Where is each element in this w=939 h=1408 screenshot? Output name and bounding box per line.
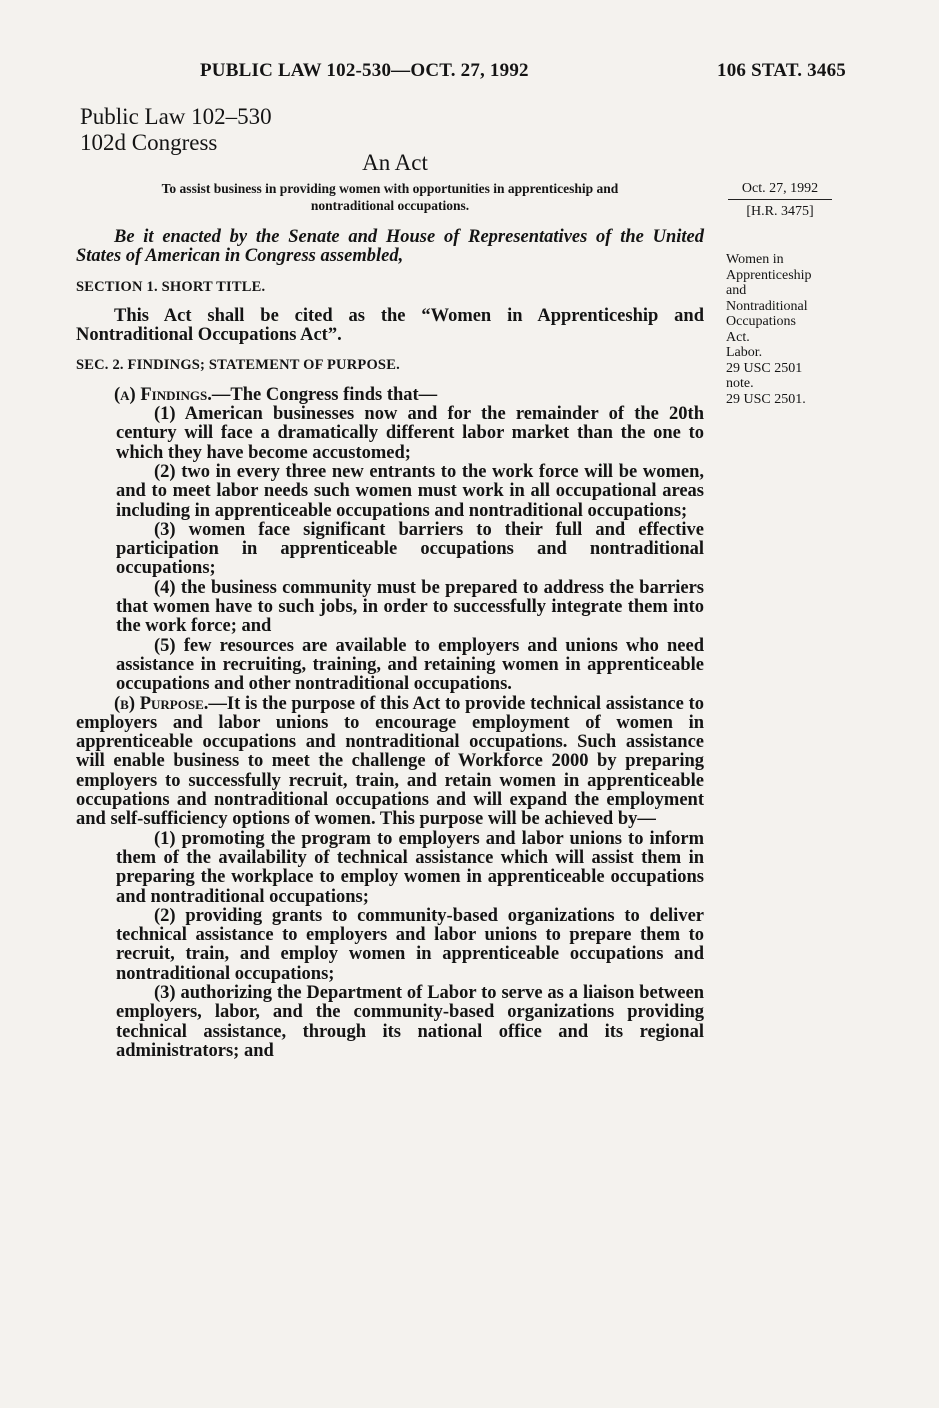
enactment-date-box [728, 181, 832, 220]
law-identifier [80, 104, 272, 156]
margin-note: Occupations [726, 314, 796, 329]
margin-note: note. [726, 376, 754, 391]
finding-item [76, 579, 704, 637]
purpose-item [76, 830, 704, 907]
findings-intro-text: —The Congress finds that— [211, 384, 438, 405]
act-title: An Act [362, 150, 428, 175]
finding-item [76, 405, 704, 463]
margin-note: Women in [726, 252, 784, 267]
finding-item [76, 521, 704, 579]
margin-note: Nontraditional [726, 298, 808, 314]
enactment-date: Oct. 27, 1992 [728, 181, 832, 200]
section-1-text: This Act shall be cited as the “Women in Apprenticeship and Nontraditional Occupations Act”. [76, 305, 704, 346]
congress-number: 102d Congress [80, 130, 218, 155]
purpose-paragraph [76, 695, 704, 830]
finding-text: (2) two in every three new entrants to the work force will be women, and to meet labor needs such women must work in all occupational areas including in apprenticeable occupations and nontraditional occupations; [116, 461, 704, 521]
purpose-item [76, 984, 704, 1061]
purpose-text: —It is the purpose of this Act to provide technical assistance to employers and labor unions to encourage employment of women in apprenticeable occupations and nontraditional occupations. Such assistance will enable business to meet the challenge of Workforce 2000 by preparing employers to successfully recruit, train, and retain women in apprenticeable occupations and nontraditional occupations and will expand the employment and self-sufficiency options of women. This purpose will be achieved by— [76, 693, 704, 830]
margin-note: 29 USC 2501. [726, 391, 806, 407]
purpose-label: (b) Purpose. [114, 693, 209, 714]
finding-text: (5) few resources are available to employers and unions who need assistance in recruiting, training, and retaining women in apprenticeable occupations and other nontraditional occupations. [116, 635, 704, 695]
act-body [76, 228, 704, 1061]
finding-text: (4) the business community must be prepared to address the barriers that women have to such jobs, in order to successfully integrate them into the work force; and [116, 577, 704, 637]
margin-note: 29 USC 2501 [726, 360, 803, 376]
act-purpose-line-2: nontraditional occupations. [310, 198, 470, 213]
margin-note: Labor. [726, 345, 763, 360]
act-purpose [88, 180, 692, 214]
finding-text: (1) American businesses now and for the remainder of the 20th century will face a dramatically different labor market than the one to which they have become accustomed; [116, 404, 704, 463]
margin-notes [726, 252, 876, 407]
finding-item [76, 637, 704, 695]
bill-number: [H.R. 3475] [746, 204, 814, 219]
margin-note: Act. [726, 329, 750, 345]
margin-note: and [726, 283, 747, 298]
section-1-heading: SECTION 1. SHORT TITLE. [76, 278, 266, 295]
act-purpose-line-1: To assist business in providing women with opportunities in apprenticeship and [161, 181, 619, 196]
purpose-item [76, 907, 704, 984]
margin-note: Apprenticeship [726, 267, 812, 283]
enacting-clause: Be it enacted by the Senate and House of Representatives of the United States of American in Congress assembled, [76, 227, 704, 267]
law-number: Public Law 102–530 [80, 104, 272, 129]
finding-item [76, 463, 704, 521]
finding-text: (3) women face significant barriers to their full and effective participation in apprenticeable occupations and nontraditional occupations; [116, 519, 704, 579]
purpose-item-text: (2) providing grants to community-based organizations to deliver technical assistance to employers and labor unions to prepare them to recruit, train, and employ women in apprenticeable occupations and nontraditional occupations; [116, 905, 704, 984]
running-header-right: 106 STAT. 3465 [717, 60, 846, 81]
purpose-item-text: (3) authorizing the Department of Labor to serve as a liaison between employers, labor, and the community-based organizations providing technical assistance, through its national office and its regional administrators; and [116, 982, 704, 1061]
findings-label: (a) Findings. [114, 384, 212, 405]
section-2-heading: SEC. 2. FINDINGS; STATEMENT OF PURPOSE. [76, 357, 400, 374]
findings-intro [76, 386, 704, 405]
purpose-item-text: (1) promoting the program to employers and labor unions to inform them of the availability of technical assistance which will assist them in preparing the workplace to employ women in apprenticeable occupations and nontraditional occupations; [116, 828, 704, 907]
running-header-left: PUBLIC LAW 102-530—OCT. 27, 1992 [200, 60, 529, 81]
